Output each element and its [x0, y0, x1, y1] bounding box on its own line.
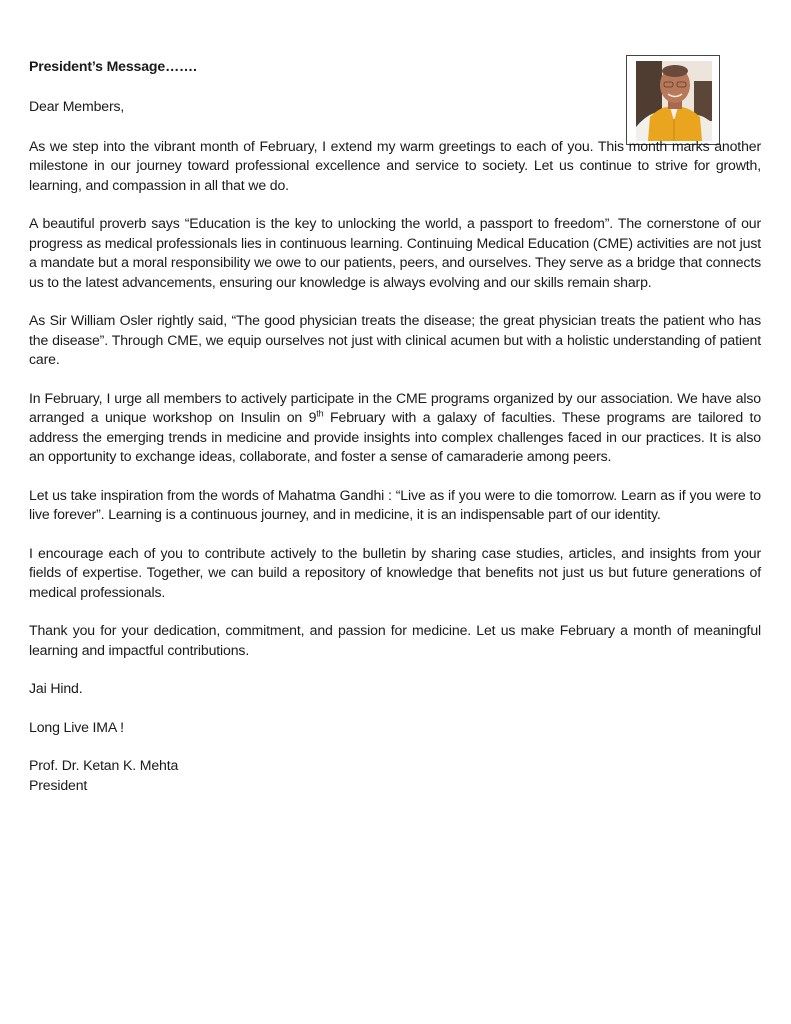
presidents-message-document [29, 57, 761, 795]
paragraph-osler-quote: As Sir William Osler rightly said, “The good physician treats the disease; the great physician treats the patient who has the disease”. Through CME, we equip ourselves not just with clinical acumen but with a holistic understanding of patient care. [29, 312, 761, 367]
salutation: Dear Members, [29, 98, 125, 114]
paragraph-gandhi-quote: Let us take inspiration from the words of Mahatma Gandhi : “Live as if you were to die tomorrow. Learn as if you were to live forever”. Learning is a continuous journey, and in medicine, it is an indispensable part of our identity. [29, 486, 761, 522]
paragraph-education-proverb: A beautiful proverb says “Education is the key to unlocking the world, a passport to freedom”. The cornerstone of our progress as medical professionals lies in continuous learning. Continuing Medical Education (CME) activities are not just a mandate but a moral responsibility we owe to our patients, peers, and ourselves. They serve as a bridge that connects us to the latest advancements, ensuring our knowledge is always evolving and our skills remain sharp. [29, 215, 761, 290]
cme-text-before: In February, I urge all members to actively participate in the CME programs organized by our association. We have also arranged a unique workshop on Insulin on 9 [29, 389, 761, 425]
closing-long-live-ima: Long Live IMA ! [29, 718, 124, 735]
cme-text-after: February with a galaxy of faculties. These programs are tailored to address the emerging trends in medicine and provide insights into complex challenges faced in our practices. It is also an opportunity to exchange ideas, collaborate, and foster a sense of camaraderie among peers. [29, 409, 762, 464]
ordinal-suffix: th [316, 408, 324, 419]
signature-name: Prof. Dr. Ketan K. Mehta [29, 757, 179, 773]
signature-block [29, 756, 761, 795]
paragraph-cme-programs [29, 389, 761, 467]
paragraph-thank-you: Thank you for your dedication, commitment, and passion for medicine. Let us make February a month of meaningful learning and impactful contributions. [29, 622, 761, 658]
signature-designation: President [29, 776, 88, 793]
document-title: President’s Message……. [29, 58, 197, 74]
paragraph-bulletin-contribution: I encourage each of you to contribute actively to the bulletin by sharing case studies, articles, and insights from your fields of expertise. Together, we can build a repository of knowledge that benefits not just us but future generations of medical professionals. [29, 544, 761, 600]
paragraph-greeting: As we step into the vibrant month of February, I extend my warm greetings to each of you. This month marks another milestone in our journey toward professional excellence and service to society. Let us continue to strive for growth, learning, and compassion in all that we do. [29, 137, 761, 193]
closing-jai-hind: Jai Hind. [29, 680, 83, 696]
